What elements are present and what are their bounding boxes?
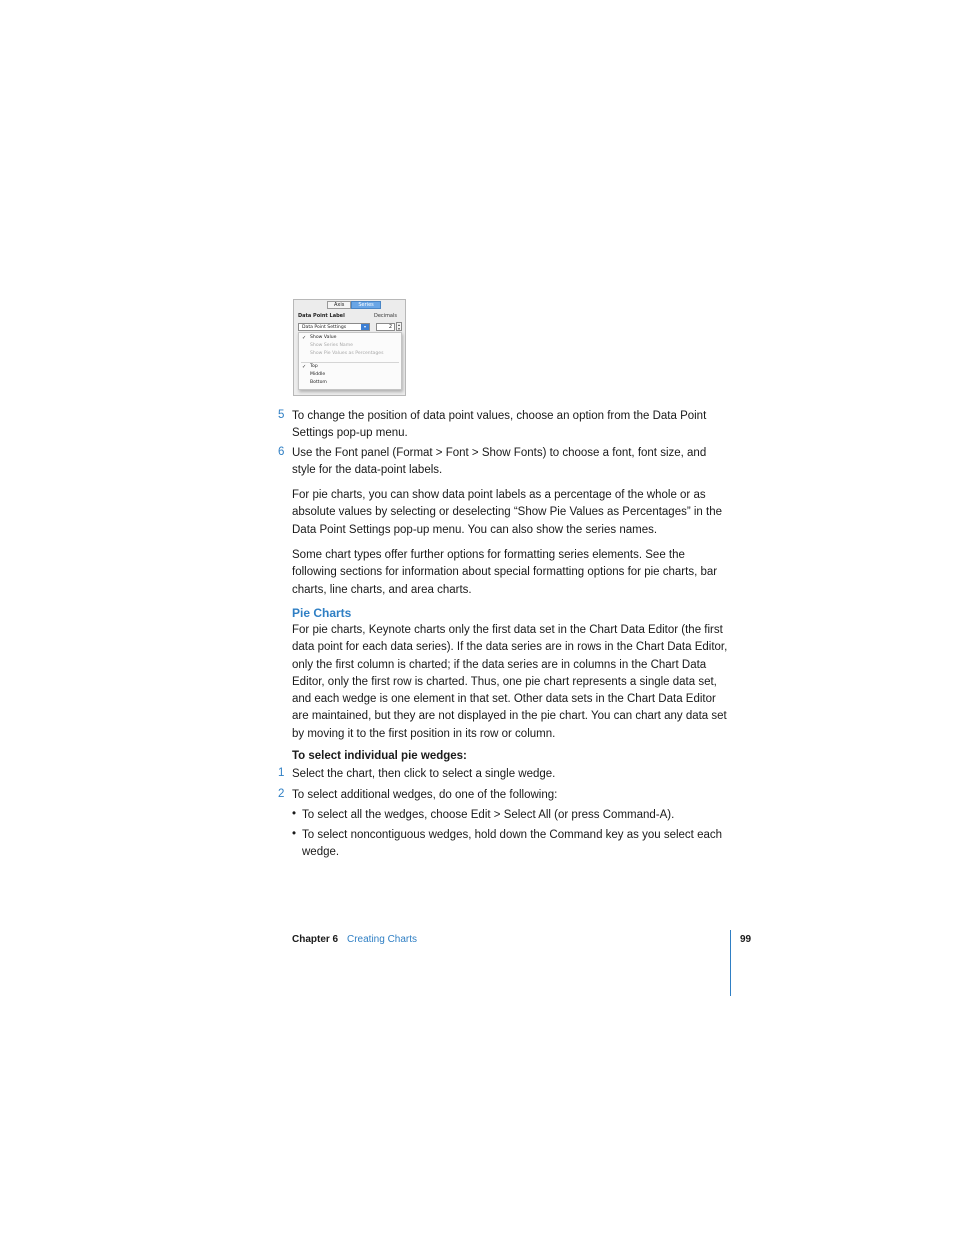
- step-number: 5: [278, 409, 285, 421]
- bullet-icon: •: [292, 808, 297, 820]
- inspector-tabs: [327, 301, 381, 309]
- decimals-label: Decimals: [374, 313, 397, 319]
- step-number: 6: [278, 446, 285, 458]
- select-value: Data Point Settings: [302, 325, 347, 330]
- menu-item-middle[interactable]: Middle: [310, 372, 326, 377]
- step-text: Select the chart, then click to select a single wedge.: [292, 768, 556, 780]
- footer-chapter: Chapter 6: [292, 934, 339, 945]
- step-number: 2: [278, 788, 285, 800]
- page-number: 99: [740, 934, 752, 945]
- task-title: To select individual pie wedges:: [292, 750, 467, 762]
- menu-separator: [301, 362, 399, 363]
- tab-axis[interactable]: Axis: [327, 301, 351, 309]
- data-point-settings-select[interactable]: [298, 323, 370, 331]
- body-paragraph: For pie charts, you can show data point labels as a percentage of the whole or as absolute values by selecting or deselecting “Show Pie Values as Percentages” in the Data Point Settings pop-up menu. You can also show the series names.: [292, 489, 723, 536]
- decimals-stepper[interactable]: ▴ ▾: [396, 322, 402, 331]
- menu-item-show-series-name: Show Series Name: [310, 343, 353, 348]
- chevron-down-icon: ▾: [361, 324, 369, 330]
- checkmark-icon: ✓: [302, 364, 307, 370]
- decimals-field[interactable]: 2: [376, 323, 395, 331]
- step-number: 1: [278, 767, 285, 779]
- menu-item-show-value[interactable]: Show Value: [310, 335, 337, 340]
- menu-item-bottom[interactable]: Bottom: [310, 380, 327, 385]
- data-point-settings-menu: [298, 332, 402, 390]
- inspector-screenshot: [293, 299, 406, 396]
- section-body: For pie charts, Keynote charts only the first data set in the Chart Data Editor (the first data point for each data series). If the data series are in rows in the Chart Data Editor, only the first column is charted; if the data series are in columns in the Chart Data Editor, only the first row is charted. Thus, one pie chart represents a single data set, and each wedge is one element in that set. Other data sets in the Chart Data Editor are maintained, but they are not displayed in the pie chart. You can chart any data set by moving it to the first position in its row or column.: [292, 624, 728, 740]
- bullet-text: To select noncontiguous wedges, hold down the Command key as you select each wedge.: [302, 829, 723, 859]
- menu-item-show-percentages: Show Pie Values as Percentages: [310, 351, 384, 356]
- footer-chapter-title: Creating Charts: [347, 934, 418, 945]
- menu-item-top[interactable]: Top: [310, 364, 318, 369]
- bullet-icon: •: [292, 828, 297, 840]
- body-paragraph: Some chart types offer further options for formatting series elements. See the following sections for information about special formatting options for pie charts, bar charts, line charts, and area charts.: [292, 549, 718, 596]
- checkmark-icon: ✓: [302, 335, 307, 341]
- step-text: To change the position of data point values, choose an option from the Data Point Settings pop-up menu.: [292, 410, 707, 440]
- bullet-text: To select all the wedges, choose Edit > Select All (or press Command-A).: [302, 809, 675, 821]
- step-text: To select additional wedges, do one of the following:: [292, 789, 558, 801]
- data-point-label-heading: Data Point Label: [298, 313, 345, 319]
- step-text: Use the Font panel (Format > Font > Show Fonts) to choose a font, font size, and style for the data-point labels.: [292, 447, 707, 477]
- footer-divider: [730, 930, 731, 996]
- section-heading: Pie Charts: [292, 606, 352, 620]
- tab-series[interactable]: Series: [351, 301, 380, 309]
